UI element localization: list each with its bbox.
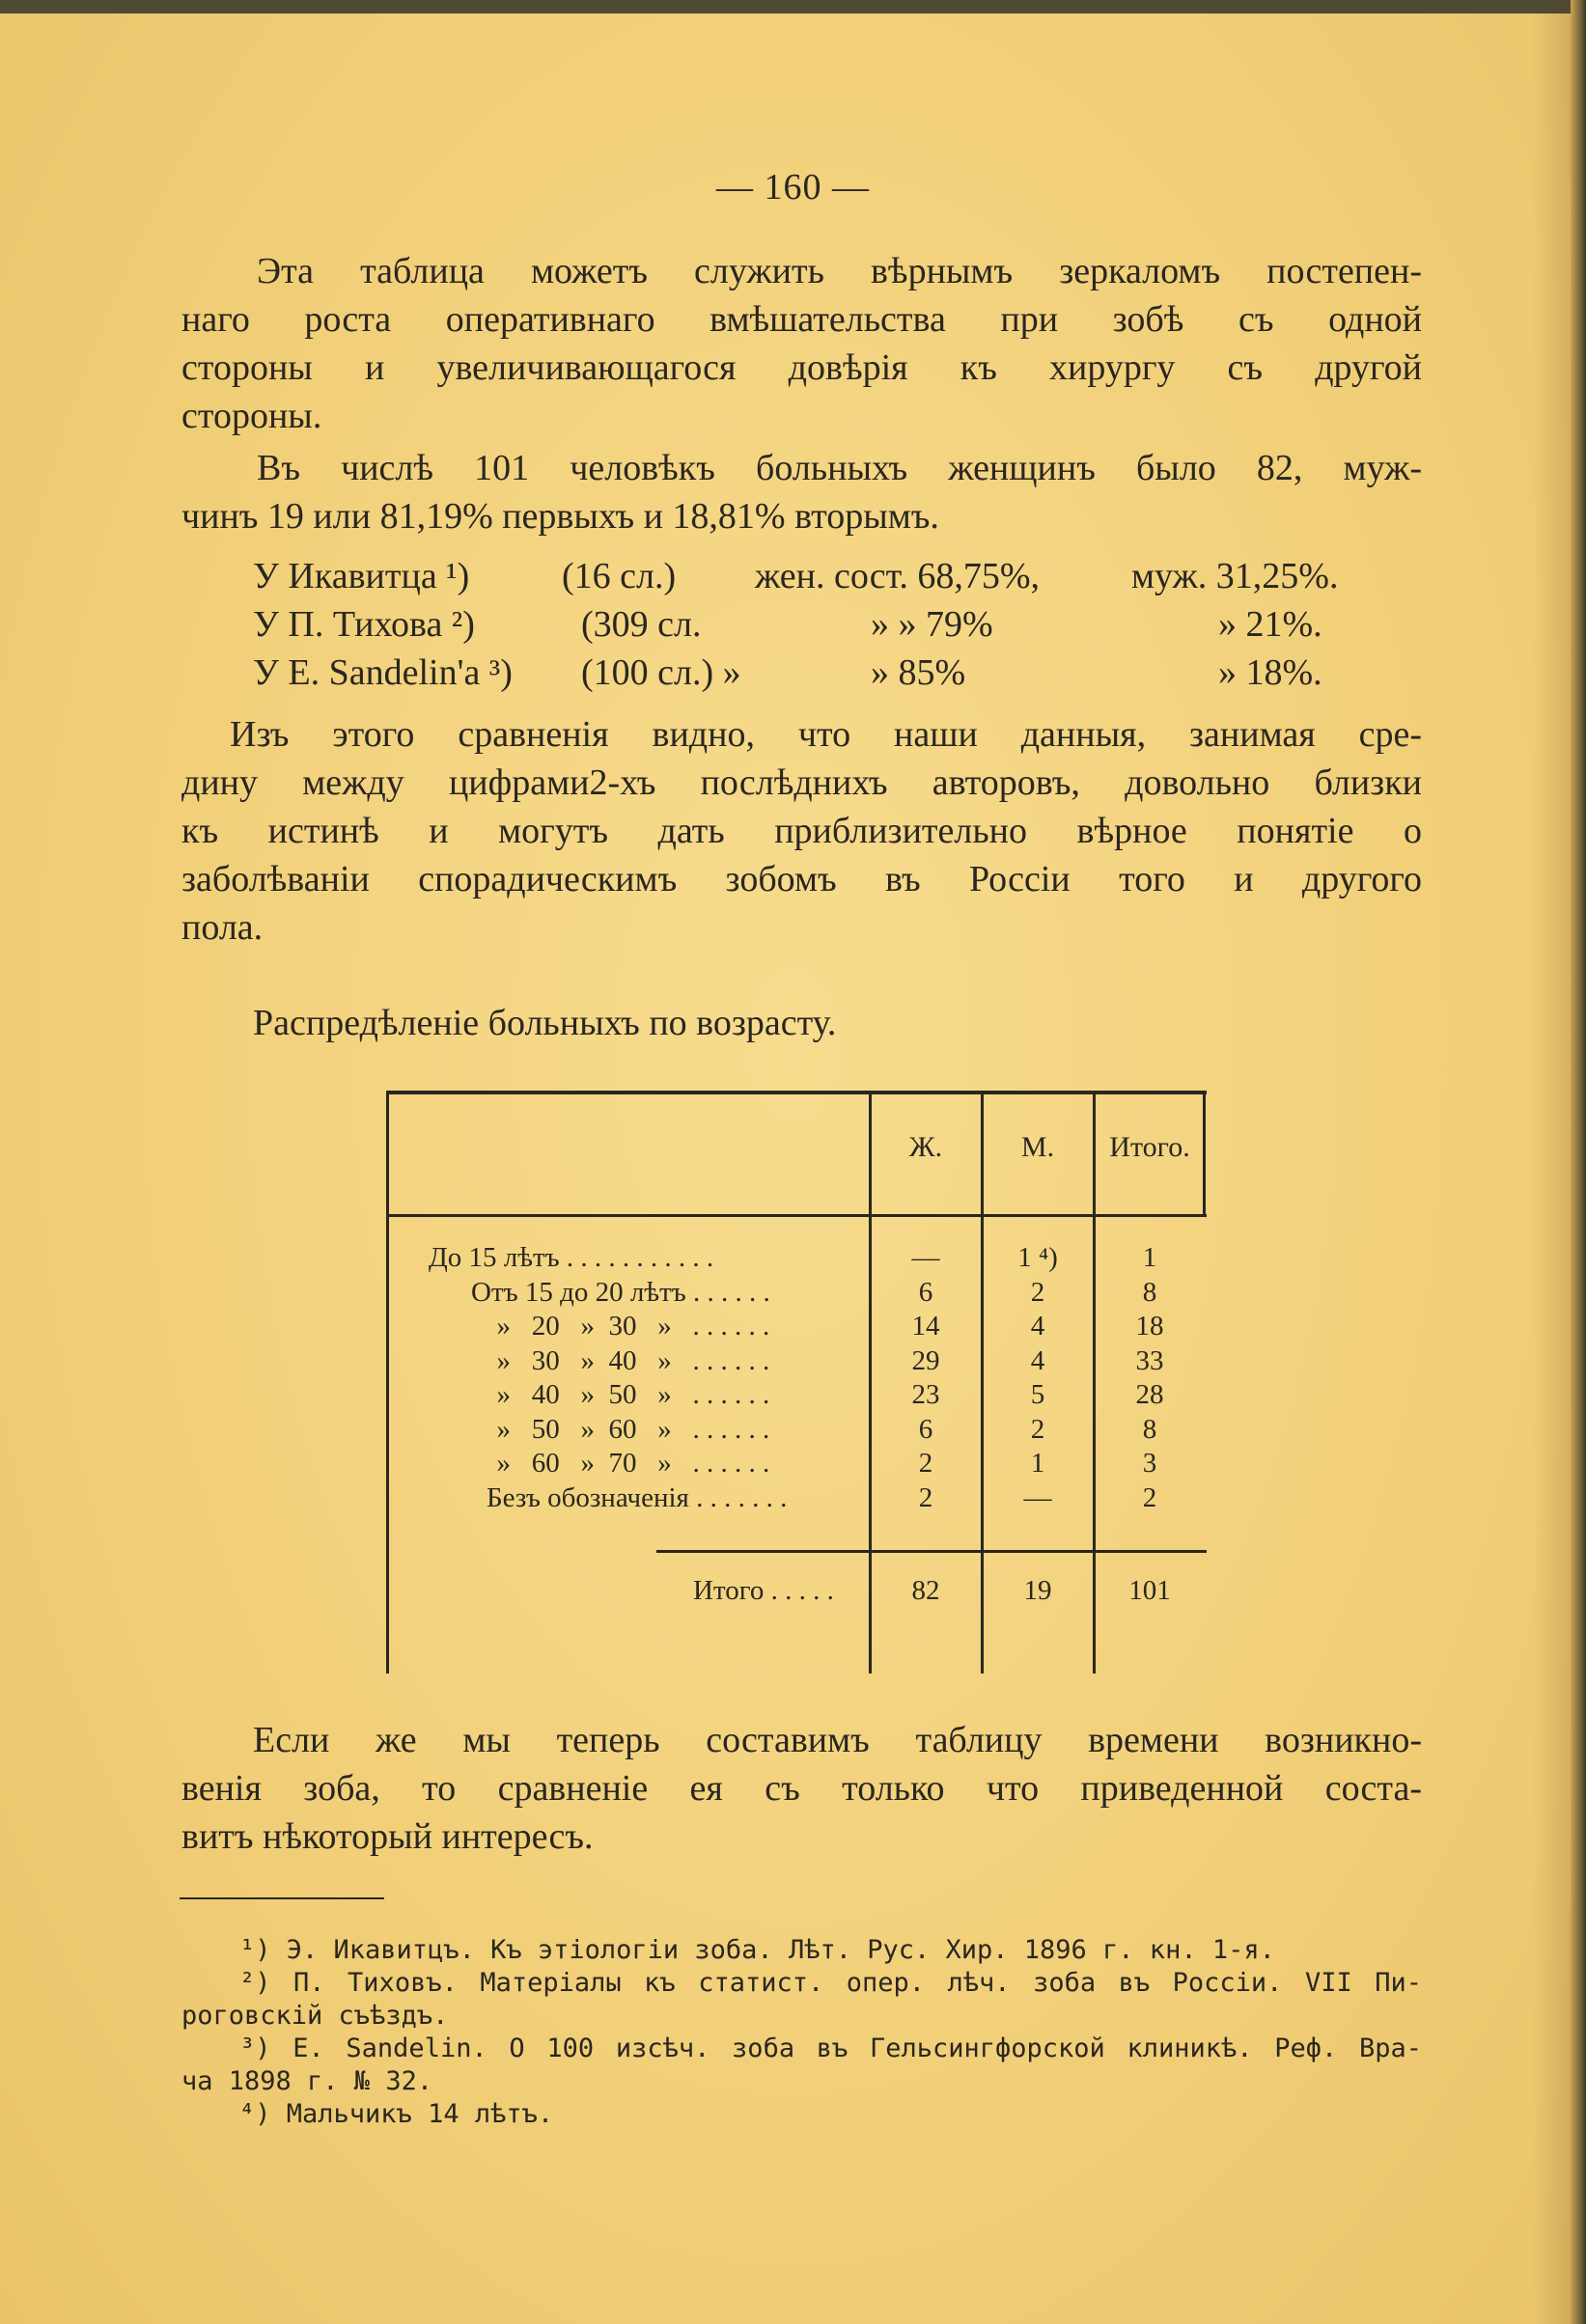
- comparison-row: [253, 552, 1431, 600]
- header-total: Итого.: [1109, 1131, 1190, 1163]
- comparison-row: [253, 600, 1431, 649]
- table-top-rule: [386, 1091, 1207, 1094]
- table-body: [386, 1242, 1207, 1516]
- paragraph-2: [181, 444, 1422, 540]
- footnote-2-cont: роговскій съѣздъ.: [181, 2001, 449, 2031]
- table-row: [386, 1345, 1207, 1380]
- table-row: [386, 1379, 1207, 1414]
- paragraph-line: заболѣваніи спорадическимъ зобомъ въ Россіи того и другого: [181, 859, 1422, 899]
- paragraph-line: витъ нѣкоторый интересъ.: [181, 1816, 594, 1857]
- cell-men: 2: [1030, 1413, 1045, 1445]
- row-label: » 60 » 70 » . . . . . .: [483, 1448, 770, 1479]
- cell-total: 1: [1142, 1242, 1157, 1273]
- cell-women: —: [911, 1242, 940, 1273]
- comparison-men: » 21%.: [1218, 604, 1322, 645]
- comparison-who: У Е. Sandelin'а ³): [253, 652, 513, 693]
- paragraph-line: пола.: [181, 907, 264, 948]
- total-label: Итого . . . . .: [693, 1575, 834, 1606]
- cell-women: 23: [911, 1379, 940, 1410]
- comparison-men: муж. 31,25%.: [1131, 556, 1339, 596]
- cell-total: 8: [1142, 1413, 1157, 1445]
- footnotes: [181, 1934, 1422, 2131]
- paragraph-line: къ истинѣ и могутъ дать приблизительно вѣрное понятіе о: [181, 811, 1422, 851]
- paragraph-line: Эта таблица можетъ служить вѣрнымъ зеркаломъ постепен-: [257, 251, 1422, 291]
- table-row: [386, 1242, 1207, 1277]
- comparison-row: [253, 649, 1431, 697]
- cell-men: 1: [1030, 1448, 1045, 1479]
- paragraph-line: Изъ этого сравненія видно, что наши данныя, занимая сре-: [230, 714, 1422, 755]
- cell-total: 33: [1135, 1344, 1164, 1376]
- page-right-edge: [1571, 0, 1586, 2324]
- header-men: М.: [1020, 1131, 1055, 1163]
- row-label: » 20 » 30 » . . . . . .: [483, 1311, 770, 1342]
- table-row: [386, 1277, 1207, 1312]
- comparison-cases: (309 сл.: [581, 604, 702, 645]
- section-heading: Распредѣленіе больныхъ по возрасту.: [253, 1003, 837, 1043]
- total-women: 82: [911, 1575, 940, 1606]
- table-row: [386, 1311, 1207, 1345]
- cell-women: 14: [911, 1311, 940, 1342]
- paragraph-line: дину между цифрами2-хъ послѣднихъ авторовъ, довольно близки: [181, 762, 1422, 803]
- cell-women: 6: [918, 1413, 933, 1445]
- comparison-block: [253, 552, 1431, 697]
- footnote-rule: [180, 1897, 384, 1899]
- paragraph-4: [181, 1716, 1422, 1861]
- paragraph-line: стороны и увеличивающагося довѣрія къ хирургу съ другой: [181, 347, 1422, 388]
- header-women: Ж.: [908, 1131, 943, 1163]
- footnote-3: ³) Е. Sandelin. О 100 изсѣч. зоба въ Гельсингфорской клиникѣ. Реф. Вра-: [239, 2034, 1422, 2063]
- page-top-edge: [0, 0, 1586, 14]
- table-row: [386, 1414, 1207, 1449]
- cell-women: 6: [918, 1276, 933, 1308]
- total-all: 101: [1128, 1575, 1171, 1606]
- paragraph-line: венія зоба, то сравненіе ея съ только что приведенной соста-: [181, 1768, 1422, 1809]
- row-label: Отъ 15 до 20 лѣтъ . . . . . .: [471, 1276, 770, 1308]
- comparison-who: У П. Тихова ²): [253, 604, 475, 645]
- age-distribution-table: [386, 1091, 1207, 1674]
- paragraph-line: Если же мы теперь составимъ таблицу времени возникно-: [253, 1720, 1422, 1760]
- row-label: » 50 » 60 » . . . . . .: [483, 1413, 770, 1445]
- footnote-1: ¹) Э. Икавитцъ. Къ этіологіи зоба. Лѣт. Рус. Хир. 1896 г. кн. 1-я.: [239, 1935, 1275, 1965]
- table-total-row: [386, 1575, 1207, 1614]
- row-label: Безъ обозначенія . . . . . . .: [487, 1481, 788, 1513]
- cell-men: 1 ⁴): [1017, 1242, 1058, 1273]
- comparison-cases: (16 сл.): [562, 556, 677, 596]
- paragraph-line: стороны.: [181, 396, 322, 436]
- paragraph-line: чинъ 19 или 81,19% первыхъ и 18,81% вторымъ.: [181, 496, 939, 537]
- binding-shadow: [1532, 0, 1571, 2324]
- cell-total: 28: [1135, 1379, 1164, 1410]
- paragraph-1: [181, 247, 1422, 440]
- cell-total: 8: [1142, 1276, 1157, 1308]
- comparison-who: У Икавитца ¹): [253, 556, 470, 596]
- row-label: » 30 » 40 » . . . . . .: [483, 1344, 770, 1376]
- comparison-women: » 85%: [871, 652, 966, 693]
- comparison-women: » » 79%: [871, 604, 993, 645]
- comparison-women: жен. сост. 68,75%,: [755, 556, 1041, 596]
- footnote-2: ²) П. Тиховъ. Матеріалы къ статист. опер. лѣч. зоба въ Россіи. VII Пи-: [239, 1968, 1422, 1998]
- cell-women: 2: [918, 1448, 933, 1479]
- footnote-4: ⁴) Мальчикъ 14 лѣтъ.: [239, 2099, 554, 2129]
- cell-women: 29: [911, 1344, 940, 1376]
- paragraph-line: Въ числѣ 101 человѣкъ больныхъ женщинъ было 82, муж-: [257, 448, 1422, 488]
- comparison-cases: (100 сл.) »: [581, 652, 741, 693]
- page-number: — 160 —: [716, 167, 870, 208]
- cell-men: 4: [1030, 1344, 1045, 1376]
- paragraph-line: наго роста оперативнаго вмѣшательства при зобѣ съ одной: [181, 299, 1422, 340]
- paragraph-3: [181, 710, 1422, 952]
- row-label: До 15 лѣтъ . . . . . . . . . . .: [429, 1242, 714, 1273]
- table-row: [386, 1482, 1207, 1517]
- cell-men: 2: [1030, 1276, 1045, 1308]
- cell-total: 3: [1142, 1448, 1157, 1479]
- total-rule: [656, 1550, 1207, 1553]
- cell-men: 4: [1030, 1311, 1045, 1342]
- comparison-men: » 18%.: [1218, 652, 1322, 693]
- cell-total: 18: [1135, 1311, 1164, 1342]
- cell-women: 2: [918, 1481, 933, 1513]
- table-row: [386, 1448, 1207, 1482]
- footnote-3-cont: ча 1898 г. № 32.: [181, 2066, 433, 2096]
- cell-men: 5: [1030, 1379, 1045, 1410]
- row-label: » 40 » 50 » . . . . . .: [483, 1379, 770, 1410]
- total-men: 19: [1023, 1575, 1052, 1606]
- cell-total: 2: [1142, 1481, 1157, 1513]
- header-rule: [386, 1214, 1207, 1217]
- cell-men: —: [1023, 1481, 1052, 1513]
